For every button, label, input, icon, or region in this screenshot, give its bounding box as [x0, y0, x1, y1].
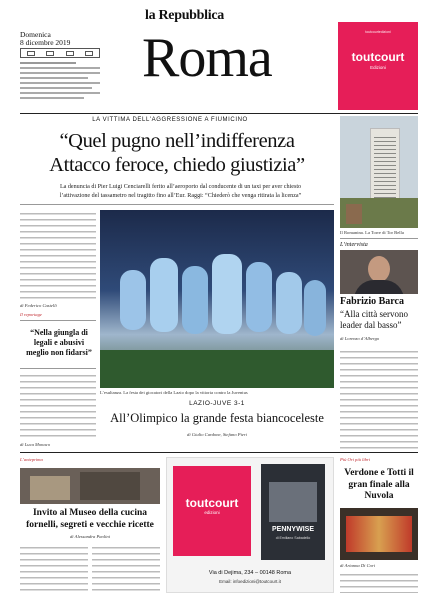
nuvola-text: [340, 571, 418, 593]
sport-kicker: LAZIO-JUVE 3-1: [189, 400, 245, 407]
book-title: PENNYWISE: [271, 526, 314, 533]
tower-photo: [340, 116, 418, 228]
museum-headline: Invito al Museo della cucina fornelli, segreti e vecchie ricette: [26, 508, 154, 530]
issue-date: 8 dicembre 2019: [20, 38, 71, 47]
contacts-block: [20, 62, 100, 99]
main-kicker: LA VITTIMA DELL'AGGRESSIONE A FIUMICINO: [92, 117, 248, 123]
reportage-text: [20, 372, 96, 438]
sport-byline: di Giulio Cardone, Stefano Pieri: [187, 432, 247, 437]
museum-byline: di Alessandra Paolini: [70, 534, 110, 539]
pull-quote: “Nella giungla di legali e abusivi meglio non fidarsi”: [26, 328, 92, 357]
museum-text-col2: [92, 544, 160, 594]
bottom-ad-sub: edizioni: [204, 510, 220, 515]
deck-line-1: La denuncia di Pier Luigi Cenciarelli ferito all’aeroporto dal conducente di un taxi per aver chiesto: [59, 184, 302, 190]
issue-day: Domenica: [20, 30, 51, 39]
ad-address: Via di Dejima, 234 – 00148 Roma: [208, 570, 292, 576]
nuvola-photo: [340, 508, 418, 560]
barca-portrait: [340, 250, 418, 294]
nuvola-byline: di Arianna Di Cori: [340, 563, 376, 568]
ad-email: Email: infoedizioni@toutcourt.it: [219, 579, 281, 584]
ad-logo-block: [173, 466, 251, 556]
reportage-byline: di Luca Monaco: [20, 442, 51, 447]
book-cover: [261, 464, 325, 560]
left-article-text: [20, 210, 96, 302]
bottom-ad-brand: toutcourt: [185, 496, 239, 510]
reportage-label: Il reportage: [20, 312, 42, 317]
books-label: Più Ori più libri: [340, 457, 370, 462]
interview-title: “Alla città servono leader dal basso”: [340, 309, 408, 330]
deck-line-2: l’attivazione del tassametro nel tragitto fino all’Eur. Raggi: “Chiederò che venga ritirata la licenza”: [59, 192, 302, 199]
book-author: di Emiliano Sabadello: [275, 536, 311, 540]
interview-name: Fabrizio Barca: [340, 296, 404, 307]
headline-line-1: “Quel pugno nell’indifferenza: [59, 130, 295, 152]
sponsor-logos: [20, 48, 100, 58]
tower-photo-caption: Il Romanina. La Torre di Tor Bella: [340, 230, 404, 235]
interview-byline: di Lorenzo d’Albergo: [340, 336, 380, 341]
museum-photo: [20, 468, 160, 504]
left-byline: di Federico Castelli: [20, 303, 57, 308]
museum-text-col1: [20, 544, 88, 594]
sport-headline: All’Olimpico la grande festa biancoceleste: [110, 411, 324, 425]
ad-tag: toutcourtedizioni: [365, 30, 391, 34]
interview-label: L’intervista: [340, 242, 368, 248]
center-photo-caption: L’esultanza. La festa dei giocatori della Lazio dopo la vittoria contro la Juventus: [100, 390, 248, 395]
ad-brand: toutcourt: [351, 50, 405, 64]
interview-body-text: [340, 348, 418, 452]
lazio-celebration-photo: [100, 210, 334, 388]
section-title: Roma: [142, 27, 272, 89]
nuvola-headline: Verdone e Totti il gran finale alla Nuvola: [344, 468, 414, 501]
top-advertisement[interactable]: [338, 22, 418, 110]
book-advertisement[interactable]: [166, 457, 334, 593]
preview-label: L’anteprima: [20, 457, 43, 462]
headline-line-2: Attacco feroce, chiedo giustizia”: [49, 154, 305, 176]
newspaper-name: la Repubblica: [145, 8, 224, 23]
ad-sub: Edizioni: [370, 65, 386, 70]
